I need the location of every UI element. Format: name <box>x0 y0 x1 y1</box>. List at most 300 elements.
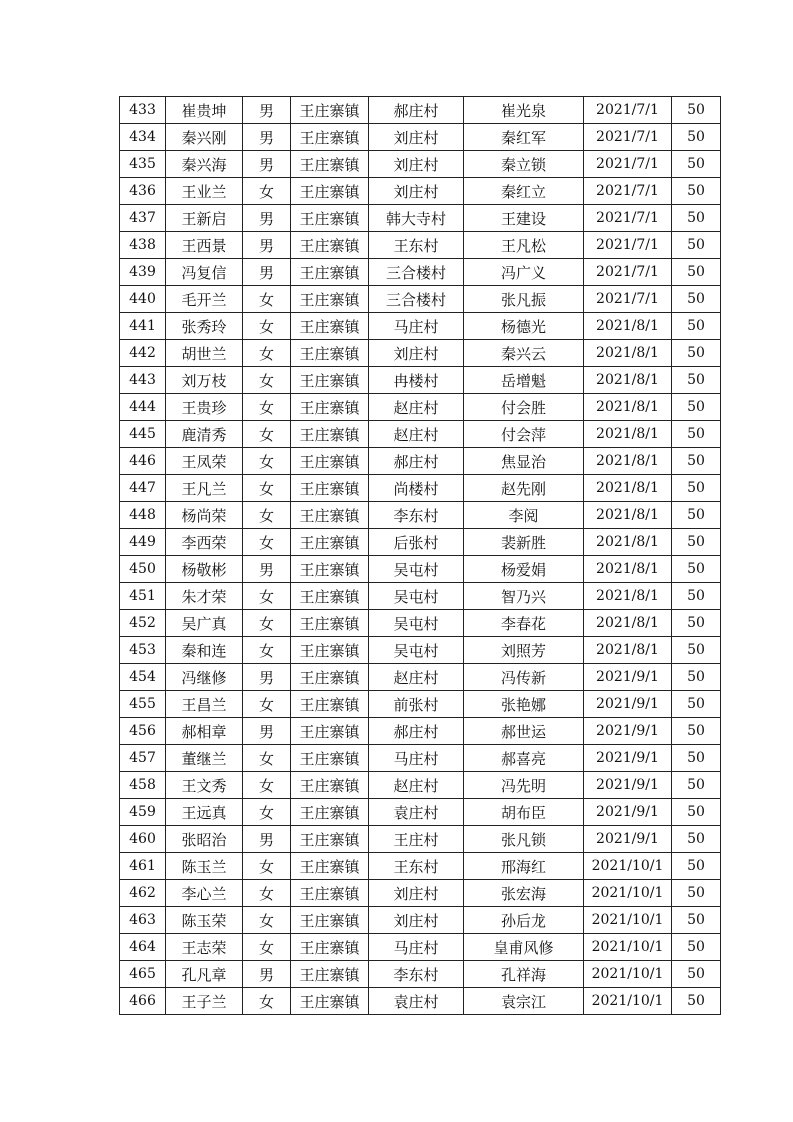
cell-serial-number: 443 <box>120 367 166 394</box>
table-row <box>120 826 721 853</box>
cell-township: 王庄寨镇 <box>291 151 369 178</box>
cell-township: 王庄寨镇 <box>291 97 369 124</box>
cell-family-member: 付会萍 <box>464 421 584 448</box>
cell-date: 2021/9/1 <box>584 718 672 745</box>
cell-township: 王庄寨镇 <box>291 124 369 151</box>
cell-gender: 男 <box>243 556 291 583</box>
cell-gender: 女 <box>243 475 291 502</box>
cell-serial-number: 461 <box>120 853 166 880</box>
cell-amount: 50 <box>672 529 721 556</box>
table-row <box>120 907 721 934</box>
cell-serial-number: 454 <box>120 664 166 691</box>
cell-family-member: 张宏海 <box>464 880 584 907</box>
cell-person-name: 王西景 <box>166 232 243 259</box>
table-row <box>120 475 721 502</box>
cell-family-member: 秦红军 <box>464 124 584 151</box>
cell-village: 马庄村 <box>369 745 464 772</box>
cell-village: 韩大寺村 <box>369 205 464 232</box>
cell-date: 2021/8/1 <box>584 529 672 556</box>
cell-family-member: 张艳娜 <box>464 691 584 718</box>
cell-village: 刘庄村 <box>369 178 464 205</box>
cell-person-name: 秦兴刚 <box>166 124 243 151</box>
cell-township: 王庄寨镇 <box>291 610 369 637</box>
cell-serial-number: 446 <box>120 448 166 475</box>
cell-village: 王东村 <box>369 853 464 880</box>
cell-date: 2021/8/1 <box>584 394 672 421</box>
cell-gender: 女 <box>243 421 291 448</box>
table-row <box>120 772 721 799</box>
cell-township: 王庄寨镇 <box>291 340 369 367</box>
cell-township: 王庄寨镇 <box>291 934 369 961</box>
table-row <box>120 691 721 718</box>
cell-family-member: 冯广义 <box>464 259 584 286</box>
cell-date: 2021/10/1 <box>584 961 672 988</box>
cell-township: 王庄寨镇 <box>291 637 369 664</box>
cell-date: 2021/9/1 <box>584 691 672 718</box>
cell-village: 马庄村 <box>369 934 464 961</box>
cell-date: 2021/8/1 <box>584 367 672 394</box>
cell-serial-number: 451 <box>120 583 166 610</box>
cell-person-name: 冯继修 <box>166 664 243 691</box>
table-row <box>120 583 721 610</box>
cell-township: 王庄寨镇 <box>291 205 369 232</box>
cell-family-member: 崔光泉 <box>464 97 584 124</box>
cell-date: 2021/7/1 <box>584 178 672 205</box>
cell-amount: 50 <box>672 583 721 610</box>
cell-family-member: 孙后龙 <box>464 907 584 934</box>
cell-gender: 男 <box>243 124 291 151</box>
cell-person-name: 孔凡章 <box>166 961 243 988</box>
cell-village: 吴屯村 <box>369 637 464 664</box>
cell-township: 王庄寨镇 <box>291 232 369 259</box>
cell-serial-number: 452 <box>120 610 166 637</box>
cell-serial-number: 460 <box>120 826 166 853</box>
cell-village: 赵庄村 <box>369 664 464 691</box>
cell-village: 郝庄村 <box>369 718 464 745</box>
cell-amount: 50 <box>672 394 721 421</box>
cell-gender: 女 <box>243 340 291 367</box>
cell-serial-number: 456 <box>120 718 166 745</box>
cell-serial-number: 438 <box>120 232 166 259</box>
cell-township: 王庄寨镇 <box>291 772 369 799</box>
cell-date: 2021/8/1 <box>584 448 672 475</box>
table-row <box>120 934 721 961</box>
cell-amount: 50 <box>672 259 721 286</box>
cell-date: 2021/10/1 <box>584 934 672 961</box>
cell-township: 王庄寨镇 <box>291 583 369 610</box>
cell-amount: 50 <box>672 772 721 799</box>
cell-serial-number: 465 <box>120 961 166 988</box>
cell-township: 王庄寨镇 <box>291 286 369 313</box>
cell-person-name: 张昭治 <box>166 826 243 853</box>
cell-family-member: 郝喜亮 <box>464 745 584 772</box>
cell-village: 三合楼村 <box>369 286 464 313</box>
cell-family-member: 赵先刚 <box>464 475 584 502</box>
cell-date: 2021/7/1 <box>584 286 672 313</box>
cell-person-name: 胡世兰 <box>166 340 243 367</box>
cell-date: 2021/8/1 <box>584 475 672 502</box>
cell-family-member: 冯传新 <box>464 664 584 691</box>
cell-gender: 女 <box>243 286 291 313</box>
cell-village: 赵庄村 <box>369 772 464 799</box>
cell-gender: 女 <box>243 448 291 475</box>
cell-village: 尚楼村 <box>369 475 464 502</box>
cell-village: 刘庄村 <box>369 340 464 367</box>
table-row <box>120 853 721 880</box>
cell-village: 后张村 <box>369 529 464 556</box>
cell-serial-number: 442 <box>120 340 166 367</box>
cell-gender: 女 <box>243 745 291 772</box>
cell-amount: 50 <box>672 718 721 745</box>
cell-amount: 50 <box>672 853 721 880</box>
cell-family-member: 张凡振 <box>464 286 584 313</box>
cell-gender: 男 <box>243 718 291 745</box>
cell-gender: 男 <box>243 259 291 286</box>
cell-gender: 男 <box>243 826 291 853</box>
cell-person-name: 李西荣 <box>166 529 243 556</box>
cell-family-member: 孔祥海 <box>464 961 584 988</box>
cell-serial-number: 436 <box>120 178 166 205</box>
cell-serial-number: 434 <box>120 124 166 151</box>
cell-amount: 50 <box>672 448 721 475</box>
cell-person-name: 王贵珍 <box>166 394 243 421</box>
cell-date: 2021/10/1 <box>584 988 672 1015</box>
cell-person-name: 鹿清秀 <box>166 421 243 448</box>
cell-amount: 50 <box>672 745 721 772</box>
cell-family-member: 秦立锁 <box>464 151 584 178</box>
records-table <box>119 96 721 1015</box>
cell-amount: 50 <box>672 961 721 988</box>
cell-serial-number: 463 <box>120 907 166 934</box>
cell-person-name: 李心兰 <box>166 880 243 907</box>
cell-gender: 男 <box>243 205 291 232</box>
cell-gender: 女 <box>243 610 291 637</box>
table-row <box>120 961 721 988</box>
cell-gender: 男 <box>243 232 291 259</box>
cell-amount: 50 <box>672 97 721 124</box>
cell-serial-number: 455 <box>120 691 166 718</box>
cell-gender: 女 <box>243 583 291 610</box>
cell-date: 2021/9/1 <box>584 772 672 799</box>
table-row <box>120 610 721 637</box>
cell-family-member: 张凡锁 <box>464 826 584 853</box>
cell-township: 王庄寨镇 <box>291 475 369 502</box>
cell-amount: 50 <box>672 232 721 259</box>
cell-gender: 女 <box>243 178 291 205</box>
cell-serial-number: 453 <box>120 637 166 664</box>
cell-serial-number: 437 <box>120 205 166 232</box>
cell-date: 2021/7/1 <box>584 97 672 124</box>
table-row <box>120 421 721 448</box>
cell-person-name: 王凡兰 <box>166 475 243 502</box>
table-row <box>120 205 721 232</box>
cell-township: 王庄寨镇 <box>291 745 369 772</box>
cell-gender: 女 <box>243 772 291 799</box>
cell-township: 王庄寨镇 <box>291 988 369 1015</box>
cell-date: 2021/9/1 <box>584 799 672 826</box>
cell-township: 王庄寨镇 <box>291 502 369 529</box>
cell-person-name: 王昌兰 <box>166 691 243 718</box>
cell-township: 王庄寨镇 <box>291 664 369 691</box>
cell-family-member: 岳增魁 <box>464 367 584 394</box>
cell-gender: 女 <box>243 853 291 880</box>
table-row <box>120 259 721 286</box>
cell-village: 郝庄村 <box>369 448 464 475</box>
table-row <box>120 880 721 907</box>
cell-date: 2021/7/1 <box>584 205 672 232</box>
cell-gender: 女 <box>243 637 291 664</box>
cell-amount: 50 <box>672 556 721 583</box>
cell-serial-number: 439 <box>120 259 166 286</box>
cell-family-member: 王凡松 <box>464 232 584 259</box>
cell-amount: 50 <box>672 637 721 664</box>
cell-person-name: 刘万枝 <box>166 367 243 394</box>
cell-amount: 50 <box>672 826 721 853</box>
cell-serial-number: 433 <box>120 97 166 124</box>
table-row <box>120 664 721 691</box>
cell-person-name: 王文秀 <box>166 772 243 799</box>
cell-township: 王庄寨镇 <box>291 259 369 286</box>
cell-village: 袁庄村 <box>369 988 464 1015</box>
cell-township: 王庄寨镇 <box>291 421 369 448</box>
cell-village: 前张村 <box>369 691 464 718</box>
cell-serial-number: 459 <box>120 799 166 826</box>
cell-village: 李东村 <box>369 502 464 529</box>
cell-date: 2021/8/1 <box>584 583 672 610</box>
cell-village: 李东村 <box>369 961 464 988</box>
cell-village: 刘庄村 <box>369 907 464 934</box>
table-row <box>120 502 721 529</box>
cell-family-member: 秦红立 <box>464 178 584 205</box>
cell-gender: 女 <box>243 367 291 394</box>
cell-family-member: 胡布臣 <box>464 799 584 826</box>
cell-gender: 女 <box>243 799 291 826</box>
cell-village: 吴屯村 <box>369 610 464 637</box>
cell-family-member: 裴新胜 <box>464 529 584 556</box>
cell-family-member: 付会胜 <box>464 394 584 421</box>
cell-serial-number: 440 <box>120 286 166 313</box>
cell-township: 王庄寨镇 <box>291 853 369 880</box>
table-row <box>120 340 721 367</box>
cell-family-member: 李春花 <box>464 610 584 637</box>
cell-date: 2021/10/1 <box>584 907 672 934</box>
cell-person-name: 杨尚荣 <box>166 502 243 529</box>
cell-township: 王庄寨镇 <box>291 718 369 745</box>
cell-person-name: 冯复信 <box>166 259 243 286</box>
cell-family-member: 李阅 <box>464 502 584 529</box>
table-row <box>120 394 721 421</box>
cell-person-name: 王凤荣 <box>166 448 243 475</box>
cell-serial-number: 457 <box>120 745 166 772</box>
cell-date: 2021/8/1 <box>584 421 672 448</box>
cell-person-name: 吴广真 <box>166 610 243 637</box>
cell-gender: 女 <box>243 502 291 529</box>
cell-family-member: 刘照芳 <box>464 637 584 664</box>
cell-amount: 50 <box>672 313 721 340</box>
cell-family-member: 智乃兴 <box>464 583 584 610</box>
cell-gender: 女 <box>243 313 291 340</box>
cell-serial-number: 449 <box>120 529 166 556</box>
cell-person-name: 陈玉兰 <box>166 853 243 880</box>
cell-serial-number: 448 <box>120 502 166 529</box>
table-row <box>120 178 721 205</box>
cell-amount: 50 <box>672 502 721 529</box>
cell-date: 2021/7/1 <box>584 151 672 178</box>
cell-person-name: 张秀玲 <box>166 313 243 340</box>
cell-amount: 50 <box>672 691 721 718</box>
cell-amount: 50 <box>672 178 721 205</box>
cell-township: 王庄寨镇 <box>291 178 369 205</box>
table-row <box>120 124 721 151</box>
cell-serial-number: 447 <box>120 475 166 502</box>
cell-date: 2021/9/1 <box>584 664 672 691</box>
cell-date: 2021/9/1 <box>584 826 672 853</box>
cell-person-name: 陈玉荣 <box>166 907 243 934</box>
cell-date: 2021/8/1 <box>584 637 672 664</box>
cell-person-name: 王志荣 <box>166 934 243 961</box>
cell-date: 2021/8/1 <box>584 610 672 637</box>
cell-gender: 女 <box>243 691 291 718</box>
table-row <box>120 313 721 340</box>
cell-village: 三合楼村 <box>369 259 464 286</box>
cell-date: 2021/8/1 <box>584 502 672 529</box>
cell-township: 王庄寨镇 <box>291 826 369 853</box>
cell-family-member: 焦显治 <box>464 448 584 475</box>
cell-township: 王庄寨镇 <box>291 799 369 826</box>
table-row <box>120 637 721 664</box>
cell-village: 赵庄村 <box>369 421 464 448</box>
cell-family-member: 邢海红 <box>464 853 584 880</box>
cell-person-name: 崔贵坤 <box>166 97 243 124</box>
records-table-body <box>120 97 721 1015</box>
table-row <box>120 799 721 826</box>
cell-amount: 50 <box>672 907 721 934</box>
cell-date: 2021/7/1 <box>584 124 672 151</box>
cell-date: 2021/10/1 <box>584 880 672 907</box>
cell-amount: 50 <box>672 151 721 178</box>
cell-township: 王庄寨镇 <box>291 556 369 583</box>
cell-serial-number: 444 <box>120 394 166 421</box>
cell-gender: 女 <box>243 907 291 934</box>
cell-family-member: 皇甫风修 <box>464 934 584 961</box>
cell-gender: 女 <box>243 934 291 961</box>
cell-amount: 50 <box>672 664 721 691</box>
cell-person-name: 秦和连 <box>166 637 243 664</box>
cell-person-name: 朱才荣 <box>166 583 243 610</box>
cell-gender: 女 <box>243 394 291 421</box>
cell-gender: 男 <box>243 97 291 124</box>
cell-amount: 50 <box>672 799 721 826</box>
cell-date: 2021/9/1 <box>584 745 672 772</box>
cell-serial-number: 464 <box>120 934 166 961</box>
cell-family-member: 王建设 <box>464 205 584 232</box>
cell-amount: 50 <box>672 367 721 394</box>
cell-family-member: 冯先明 <box>464 772 584 799</box>
cell-serial-number: 450 <box>120 556 166 583</box>
cell-township: 王庄寨镇 <box>291 448 369 475</box>
cell-date: 2021/8/1 <box>584 313 672 340</box>
table-row <box>120 745 721 772</box>
cell-serial-number: 435 <box>120 151 166 178</box>
cell-family-member: 袁宗江 <box>464 988 584 1015</box>
cell-person-name: 毛开兰 <box>166 286 243 313</box>
cell-amount: 50 <box>672 988 721 1015</box>
cell-person-name: 王远真 <box>166 799 243 826</box>
cell-township: 王庄寨镇 <box>291 367 369 394</box>
cell-family-member: 杨德光 <box>464 313 584 340</box>
cell-township: 王庄寨镇 <box>291 691 369 718</box>
cell-serial-number: 458 <box>120 772 166 799</box>
cell-serial-number: 466 <box>120 988 166 1015</box>
cell-village: 王东村 <box>369 232 464 259</box>
cell-date: 2021/10/1 <box>584 853 672 880</box>
cell-gender: 男 <box>243 151 291 178</box>
cell-amount: 50 <box>672 124 721 151</box>
table-row <box>120 97 721 124</box>
cell-village: 赵庄村 <box>369 394 464 421</box>
table-row <box>120 286 721 313</box>
cell-township: 王庄寨镇 <box>291 529 369 556</box>
cell-person-name: 王业兰 <box>166 178 243 205</box>
cell-village: 吴屯村 <box>369 583 464 610</box>
cell-person-name: 杨敬彬 <box>166 556 243 583</box>
cell-family-member: 秦兴云 <box>464 340 584 367</box>
table-row <box>120 718 721 745</box>
cell-township: 王庄寨镇 <box>291 880 369 907</box>
table-row <box>120 232 721 259</box>
cell-village: 刘庄村 <box>369 880 464 907</box>
cell-gender: 女 <box>243 988 291 1015</box>
cell-amount: 50 <box>672 610 721 637</box>
cell-township: 王庄寨镇 <box>291 313 369 340</box>
cell-person-name: 秦兴海 <box>166 151 243 178</box>
cell-family-member: 郝世运 <box>464 718 584 745</box>
cell-amount: 50 <box>672 286 721 313</box>
cell-amount: 50 <box>672 421 721 448</box>
cell-village: 袁庄村 <box>369 799 464 826</box>
table-row <box>120 448 721 475</box>
cell-village: 刘庄村 <box>369 151 464 178</box>
cell-date: 2021/7/1 <box>584 259 672 286</box>
table-row <box>120 529 721 556</box>
cell-village: 郝庄村 <box>369 97 464 124</box>
cell-gender: 男 <box>243 664 291 691</box>
cell-date: 2021/8/1 <box>584 556 672 583</box>
cell-township: 王庄寨镇 <box>291 907 369 934</box>
table-row <box>120 367 721 394</box>
cell-amount: 50 <box>672 475 721 502</box>
cell-township: 王庄寨镇 <box>291 394 369 421</box>
cell-village: 冉楼村 <box>369 367 464 394</box>
cell-village: 吴屯村 <box>369 556 464 583</box>
cell-date: 2021/7/1 <box>584 232 672 259</box>
cell-gender: 男 <box>243 961 291 988</box>
cell-serial-number: 462 <box>120 880 166 907</box>
cell-village: 王庄村 <box>369 826 464 853</box>
cell-amount: 50 <box>672 934 721 961</box>
cell-amount: 50 <box>672 205 721 232</box>
table-row <box>120 988 721 1015</box>
cell-serial-number: 441 <box>120 313 166 340</box>
cell-village: 马庄村 <box>369 313 464 340</box>
table-row <box>120 556 721 583</box>
cell-amount: 50 <box>672 340 721 367</box>
cell-amount: 50 <box>672 880 721 907</box>
cell-township: 王庄寨镇 <box>291 961 369 988</box>
cell-person-name: 董继兰 <box>166 745 243 772</box>
cell-gender: 女 <box>243 529 291 556</box>
cell-family-member: 杨爱娟 <box>464 556 584 583</box>
